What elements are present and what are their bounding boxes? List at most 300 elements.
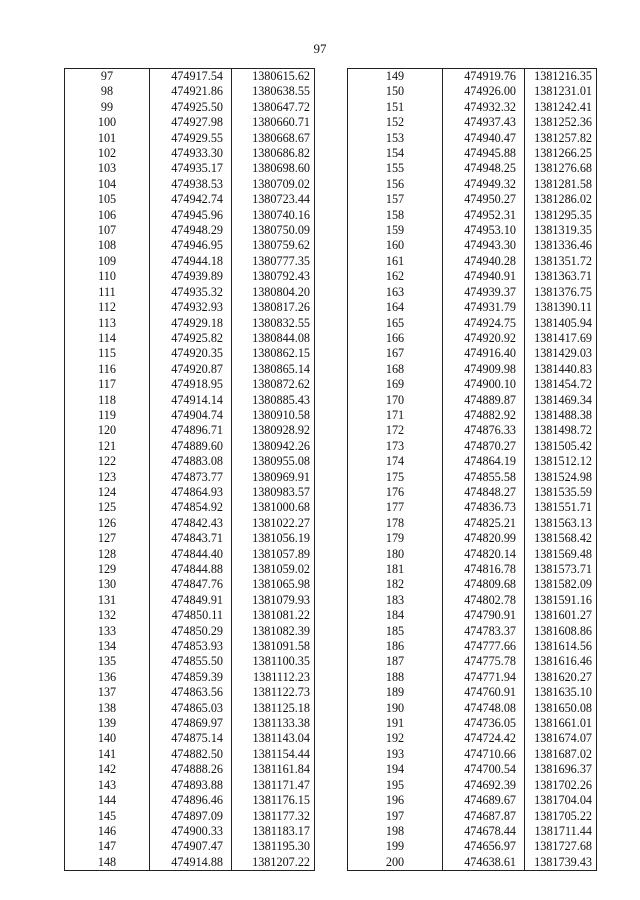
point-number-cell: 189 — [348, 685, 443, 700]
x-coordinate-cell: 474924.75 — [443, 316, 525, 331]
table-row — [348, 69, 597, 85]
point-number-cell: 135 — [65, 654, 150, 669]
table-row — [348, 408, 597, 423]
x-coordinate-cell: 474863.56 — [150, 685, 232, 700]
point-number-cell: 118 — [65, 393, 150, 408]
x-coordinate-cell: 474882.50 — [150, 747, 232, 762]
x-coordinate-cell: 474920.35 — [150, 346, 232, 361]
table-row — [65, 269, 315, 284]
table-row — [65, 577, 315, 592]
y-coordinate-cell: 1380759.62 — [232, 238, 315, 253]
point-number-cell: 180 — [348, 547, 443, 562]
y-coordinate-cell: 1381079.93 — [232, 593, 315, 608]
table-row — [348, 577, 597, 592]
x-coordinate-cell: 474802.78 — [443, 593, 525, 608]
y-coordinate-cell: 1381295.35 — [525, 208, 597, 223]
x-coordinate-cell: 474929.55 — [150, 131, 232, 146]
table-row — [65, 701, 315, 716]
point-number-cell: 108 — [65, 238, 150, 253]
point-number-cell: 116 — [65, 362, 150, 377]
y-coordinate-cell: 1381569.48 — [525, 547, 597, 562]
x-coordinate-cell: 474909.98 — [443, 362, 525, 377]
x-coordinate-cell: 474888.26 — [150, 762, 232, 777]
table-row — [348, 238, 597, 253]
table-row — [65, 331, 315, 346]
point-number-cell: 98 — [65, 84, 150, 99]
x-coordinate-cell: 474883.08 — [150, 454, 232, 469]
table-row — [65, 824, 315, 839]
table-row — [65, 547, 315, 562]
y-coordinate-cell: 1381650.08 — [525, 701, 597, 716]
point-number-cell: 121 — [65, 439, 150, 454]
y-coordinate-cell: 1380910.58 — [232, 408, 315, 423]
y-coordinate-cell: 1380686.82 — [232, 146, 315, 161]
y-coordinate-cell: 1381266.25 — [525, 146, 597, 161]
table-row — [65, 485, 315, 500]
table-row — [65, 716, 315, 731]
table-row — [65, 454, 315, 469]
table-row — [348, 547, 597, 562]
x-coordinate-cell: 474952.31 — [443, 208, 525, 223]
y-coordinate-cell: 1381363.71 — [525, 269, 597, 284]
table-row — [348, 701, 597, 716]
table-row — [348, 747, 597, 762]
point-number-cell: 185 — [348, 624, 443, 639]
table-row — [65, 670, 315, 685]
point-number-cell: 122 — [65, 454, 150, 469]
y-coordinate-cell: 1380832.55 — [232, 316, 315, 331]
table-row — [65, 793, 315, 808]
table-row — [65, 624, 315, 639]
x-coordinate-cell: 474940.28 — [443, 254, 525, 269]
table-row — [348, 115, 597, 130]
point-number-cell: 179 — [348, 531, 443, 546]
x-coordinate-cell: 474775.78 — [443, 654, 525, 669]
point-number-cell: 163 — [348, 285, 443, 300]
point-number-cell: 102 — [65, 146, 150, 161]
y-coordinate-cell: 1381059.02 — [232, 562, 315, 577]
y-coordinate-cell: 1380804.20 — [232, 285, 315, 300]
y-coordinate-cell: 1381405.94 — [525, 316, 597, 331]
y-coordinate-cell: 1381057.89 — [232, 547, 315, 562]
table-row — [348, 593, 597, 608]
y-coordinate-cell: 1380865.14 — [232, 362, 315, 377]
table-row — [65, 839, 315, 854]
table-row — [65, 731, 315, 746]
table-row — [348, 639, 597, 654]
x-coordinate-cell: 474692.39 — [443, 778, 525, 793]
table-row — [348, 223, 597, 238]
point-number-cell: 182 — [348, 577, 443, 592]
y-coordinate-cell: 1381183.17 — [232, 824, 315, 839]
x-coordinate-cell: 474864.93 — [150, 485, 232, 500]
table-row — [65, 562, 315, 577]
point-number-cell: 148 — [65, 855, 150, 871]
y-coordinate-cell: 1381674.07 — [525, 731, 597, 746]
table-row — [65, 500, 315, 515]
y-coordinate-cell: 1380862.15 — [232, 346, 315, 361]
point-number-cell: 168 — [348, 362, 443, 377]
point-number-cell: 156 — [348, 177, 443, 192]
table-row — [65, 254, 315, 269]
point-number-cell: 162 — [348, 269, 443, 284]
x-coordinate-cell: 474953.10 — [443, 223, 525, 238]
y-coordinate-cell: 1381065.98 — [232, 577, 315, 592]
y-coordinate-cell: 1381687.02 — [525, 747, 597, 762]
x-coordinate-cell: 474948.25 — [443, 161, 525, 176]
y-coordinate-cell: 1381286.02 — [525, 192, 597, 207]
x-coordinate-cell: 474914.88 — [150, 855, 232, 871]
x-coordinate-cell: 474916.40 — [443, 346, 525, 361]
y-coordinate-cell: 1381440.83 — [525, 362, 597, 377]
x-coordinate-cell: 474918.95 — [150, 377, 232, 392]
point-number-cell: 134 — [65, 639, 150, 654]
table-row — [65, 608, 315, 623]
table-row — [348, 84, 597, 99]
y-coordinate-cell: 1381568.42 — [525, 531, 597, 546]
point-number-cell: 184 — [348, 608, 443, 623]
table-row — [348, 809, 597, 824]
x-coordinate-cell: 474893.88 — [150, 778, 232, 793]
point-number-cell: 142 — [65, 762, 150, 777]
x-coordinate-cell: 474825.21 — [443, 516, 525, 531]
table-row — [348, 485, 597, 500]
table-row — [348, 716, 597, 731]
table-row — [65, 346, 315, 361]
table-row — [65, 192, 315, 207]
table-row — [65, 516, 315, 531]
x-coordinate-cell: 474935.17 — [150, 161, 232, 176]
point-number-cell: 172 — [348, 423, 443, 438]
table-row — [348, 423, 597, 438]
point-number-cell: 187 — [348, 654, 443, 669]
x-coordinate-cell: 474917.54 — [150, 69, 232, 85]
point-number-cell: 138 — [65, 701, 150, 716]
point-number-cell: 154 — [348, 146, 443, 161]
x-coordinate-cell: 474790.91 — [443, 608, 525, 623]
x-coordinate-cell: 474710.66 — [443, 747, 525, 762]
point-number-cell: 160 — [348, 238, 443, 253]
point-number-cell: 195 — [348, 778, 443, 793]
y-coordinate-cell: 1380928.92 — [232, 423, 315, 438]
y-coordinate-cell: 1381231.01 — [525, 84, 597, 99]
table-row — [65, 146, 315, 161]
y-coordinate-cell: 1381711.44 — [525, 824, 597, 839]
x-coordinate-cell: 474847.76 — [150, 577, 232, 592]
point-number-cell: 105 — [65, 192, 150, 207]
x-coordinate-cell: 474843.71 — [150, 531, 232, 546]
x-coordinate-cell: 474736.05 — [443, 716, 525, 731]
point-number-cell: 144 — [65, 793, 150, 808]
table-row — [65, 439, 315, 454]
point-number-cell: 169 — [348, 377, 443, 392]
y-coordinate-cell: 1381216.35 — [525, 69, 597, 85]
y-coordinate-cell: 1381081.22 — [232, 608, 315, 623]
point-number-cell: 197 — [348, 809, 443, 824]
x-coordinate-cell: 474820.99 — [443, 531, 525, 546]
y-coordinate-cell: 1381582.09 — [525, 577, 597, 592]
y-coordinate-cell: 1381563.13 — [525, 516, 597, 531]
x-coordinate-cell: 474914.14 — [150, 393, 232, 408]
y-coordinate-cell: 1381177.32 — [232, 809, 315, 824]
table-row — [348, 624, 597, 639]
table-row — [65, 778, 315, 793]
y-coordinate-cell: 1381257.82 — [525, 131, 597, 146]
point-number-cell: 128 — [65, 547, 150, 562]
table-row — [65, 855, 315, 871]
y-coordinate-cell: 1381207.22 — [232, 855, 315, 871]
y-coordinate-cell: 1381000.68 — [232, 500, 315, 515]
y-coordinate-cell: 1380750.09 — [232, 223, 315, 238]
x-coordinate-cell: 474926.00 — [443, 84, 525, 99]
point-number-cell: 127 — [65, 531, 150, 546]
coordinate-table-right — [347, 68, 597, 871]
table-row — [65, 685, 315, 700]
x-coordinate-cell: 474889.87 — [443, 393, 525, 408]
table-row — [65, 654, 315, 669]
coordinate-table-left-body — [65, 69, 315, 871]
table-row — [348, 531, 597, 546]
y-coordinate-cell: 1381112.23 — [232, 670, 315, 685]
table-row — [348, 100, 597, 115]
point-number-cell: 153 — [348, 131, 443, 146]
y-coordinate-cell: 1381100.35 — [232, 654, 315, 669]
table-row — [65, 300, 315, 315]
point-number-cell: 112 — [65, 300, 150, 315]
point-number-cell: 174 — [348, 454, 443, 469]
point-number-cell: 146 — [65, 824, 150, 839]
x-coordinate-cell: 474925.82 — [150, 331, 232, 346]
x-coordinate-cell: 474896.71 — [150, 423, 232, 438]
table-row — [348, 146, 597, 161]
table-row — [348, 316, 597, 331]
point-number-cell: 200 — [348, 855, 443, 871]
x-coordinate-cell: 474760.91 — [443, 685, 525, 700]
point-number-cell: 101 — [65, 131, 150, 146]
y-coordinate-cell: 1380817.26 — [232, 300, 315, 315]
table-row — [65, 238, 315, 253]
x-coordinate-cell: 474816.78 — [443, 562, 525, 577]
x-coordinate-cell: 474931.79 — [443, 300, 525, 315]
table-row — [65, 593, 315, 608]
y-coordinate-cell: 1381702.26 — [525, 778, 597, 793]
x-coordinate-cell: 474948.29 — [150, 223, 232, 238]
table-row — [65, 100, 315, 115]
y-coordinate-cell: 1380660.71 — [232, 115, 315, 130]
table-row — [65, 809, 315, 824]
y-coordinate-cell: 1381056.19 — [232, 531, 315, 546]
point-number-cell: 109 — [65, 254, 150, 269]
x-coordinate-cell: 474777.66 — [443, 639, 525, 654]
y-coordinate-cell: 1381696.37 — [525, 762, 597, 777]
y-coordinate-cell: 1380844.08 — [232, 331, 315, 346]
y-coordinate-cell: 1381022.27 — [232, 516, 315, 531]
point-number-cell: 165 — [348, 316, 443, 331]
y-coordinate-cell: 1381336.46 — [525, 238, 597, 253]
table-row — [348, 192, 597, 207]
y-coordinate-cell: 1381242.41 — [525, 100, 597, 115]
y-coordinate-cell: 1381727.68 — [525, 839, 597, 854]
x-coordinate-cell: 474932.93 — [150, 300, 232, 315]
coordinate-table-right-body — [348, 69, 597, 871]
point-number-cell: 97 — [65, 69, 150, 85]
x-coordinate-cell: 474889.60 — [150, 439, 232, 454]
x-coordinate-cell: 474900.33 — [150, 824, 232, 839]
point-number-cell: 190 — [348, 701, 443, 716]
point-number-cell: 117 — [65, 377, 150, 392]
x-coordinate-cell: 474942.74 — [150, 192, 232, 207]
page-number: 97 — [313, 41, 327, 56]
x-coordinate-cell: 474920.92 — [443, 331, 525, 346]
y-coordinate-cell: 1381524.98 — [525, 470, 597, 485]
y-coordinate-cell: 1381351.72 — [525, 254, 597, 269]
y-coordinate-cell: 1381276.68 — [525, 161, 597, 176]
point-number-cell: 176 — [348, 485, 443, 500]
point-number-cell: 152 — [348, 115, 443, 130]
x-coordinate-cell: 474939.37 — [443, 285, 525, 300]
table-row — [348, 562, 597, 577]
point-number-cell: 196 — [348, 793, 443, 808]
point-number-cell: 113 — [65, 316, 150, 331]
y-coordinate-cell: 1380885.43 — [232, 393, 315, 408]
point-number-cell: 115 — [65, 346, 150, 361]
x-coordinate-cell: 474855.58 — [443, 470, 525, 485]
y-coordinate-cell: 1381281.58 — [525, 177, 597, 192]
point-number-cell: 123 — [65, 470, 150, 485]
x-coordinate-cell: 474897.09 — [150, 809, 232, 824]
point-number-cell: 103 — [65, 161, 150, 176]
x-coordinate-cell: 474876.33 — [443, 423, 525, 438]
y-coordinate-cell: 1381091.58 — [232, 639, 315, 654]
x-coordinate-cell: 474940.47 — [443, 131, 525, 146]
x-coordinate-cell: 474904.74 — [150, 408, 232, 423]
point-number-cell: 170 — [348, 393, 443, 408]
y-coordinate-cell: 1380709.02 — [232, 177, 315, 192]
x-coordinate-cell: 474748.08 — [443, 701, 525, 716]
point-number-cell: 140 — [65, 731, 150, 746]
point-number-cell: 193 — [348, 747, 443, 762]
x-coordinate-cell: 474933.30 — [150, 146, 232, 161]
y-coordinate-cell: 1381535.59 — [525, 485, 597, 500]
point-number-cell: 192 — [348, 731, 443, 746]
x-coordinate-cell: 474920.87 — [150, 362, 232, 377]
y-coordinate-cell: 1381635.10 — [525, 685, 597, 700]
y-coordinate-cell: 1380983.57 — [232, 485, 315, 500]
table-row — [348, 161, 597, 176]
x-coordinate-cell: 474919.76 — [443, 69, 525, 85]
y-coordinate-cell: 1381417.69 — [525, 331, 597, 346]
table-row — [348, 793, 597, 808]
point-number-cell: 106 — [65, 208, 150, 223]
table-row — [65, 747, 315, 762]
table-row — [348, 516, 597, 531]
x-coordinate-cell: 474946.95 — [150, 238, 232, 253]
x-coordinate-cell: 474855.50 — [150, 654, 232, 669]
table-row — [348, 439, 597, 454]
x-coordinate-cell: 474853.93 — [150, 639, 232, 654]
x-coordinate-cell: 474865.03 — [150, 701, 232, 716]
point-number-cell: 186 — [348, 639, 443, 654]
y-coordinate-cell: 1381122.73 — [232, 685, 315, 700]
y-coordinate-cell: 1381171.47 — [232, 778, 315, 793]
x-coordinate-cell: 474945.88 — [443, 146, 525, 161]
table-row — [65, 84, 315, 99]
x-coordinate-cell: 474873.77 — [150, 470, 232, 485]
y-coordinate-cell: 1381125.18 — [232, 701, 315, 716]
y-coordinate-cell: 1381616.46 — [525, 654, 597, 669]
table-row — [348, 300, 597, 315]
table-row — [348, 269, 597, 284]
y-coordinate-cell: 1381454.72 — [525, 377, 597, 392]
point-number-cell: 141 — [65, 747, 150, 762]
y-coordinate-cell: 1381591.16 — [525, 593, 597, 608]
point-number-cell: 150 — [348, 84, 443, 99]
y-coordinate-cell: 1381390.11 — [525, 300, 597, 315]
point-number-cell: 198 — [348, 824, 443, 839]
table-row — [65, 408, 315, 423]
y-coordinate-cell: 1381705.22 — [525, 809, 597, 824]
y-coordinate-cell: 1380740.16 — [232, 208, 315, 223]
point-number-cell: 167 — [348, 346, 443, 361]
point-number-cell: 145 — [65, 809, 150, 824]
table-row — [348, 377, 597, 392]
point-number-cell: 111 — [65, 285, 150, 300]
x-coordinate-cell: 474678.44 — [443, 824, 525, 839]
table-row — [348, 685, 597, 700]
table-row — [65, 762, 315, 777]
x-coordinate-cell: 474809.68 — [443, 577, 525, 592]
point-number-cell: 129 — [65, 562, 150, 577]
x-coordinate-cell: 474938.53 — [150, 177, 232, 192]
x-coordinate-cell: 474859.39 — [150, 670, 232, 685]
x-coordinate-cell: 474907.47 — [150, 839, 232, 854]
y-coordinate-cell: 1381319.35 — [525, 223, 597, 238]
y-coordinate-cell: 1380647.72 — [232, 100, 315, 115]
y-coordinate-cell: 1381498.72 — [525, 423, 597, 438]
point-number-cell: 157 — [348, 192, 443, 207]
point-number-cell: 164 — [348, 300, 443, 315]
y-coordinate-cell: 1380723.44 — [232, 192, 315, 207]
y-coordinate-cell: 1381469.34 — [525, 393, 597, 408]
x-coordinate-cell: 474864.19 — [443, 454, 525, 469]
table-row — [65, 208, 315, 223]
table-row — [348, 654, 597, 669]
table-row — [348, 454, 597, 469]
table-row — [348, 470, 597, 485]
x-coordinate-cell: 474724.42 — [443, 731, 525, 746]
table-row — [65, 285, 315, 300]
table-row — [65, 131, 315, 146]
y-coordinate-cell: 1380698.60 — [232, 161, 315, 176]
x-coordinate-cell: 474849.91 — [150, 593, 232, 608]
point-number-cell: 161 — [348, 254, 443, 269]
x-coordinate-cell: 474844.88 — [150, 562, 232, 577]
table-row — [348, 131, 597, 146]
point-number-cell: 104 — [65, 177, 150, 192]
x-coordinate-cell: 474896.46 — [150, 793, 232, 808]
table-row — [65, 161, 315, 176]
y-coordinate-cell: 1381195.30 — [232, 839, 315, 854]
table-row — [348, 855, 597, 871]
point-number-cell: 171 — [348, 408, 443, 423]
x-coordinate-cell: 474842.43 — [150, 516, 232, 531]
y-coordinate-cell: 1381161.84 — [232, 762, 315, 777]
table-row — [65, 115, 315, 130]
point-number-cell: 177 — [348, 500, 443, 515]
x-coordinate-cell: 474939.89 — [150, 269, 232, 284]
y-coordinate-cell: 1380942.26 — [232, 439, 315, 454]
x-coordinate-cell: 474927.98 — [150, 115, 232, 130]
